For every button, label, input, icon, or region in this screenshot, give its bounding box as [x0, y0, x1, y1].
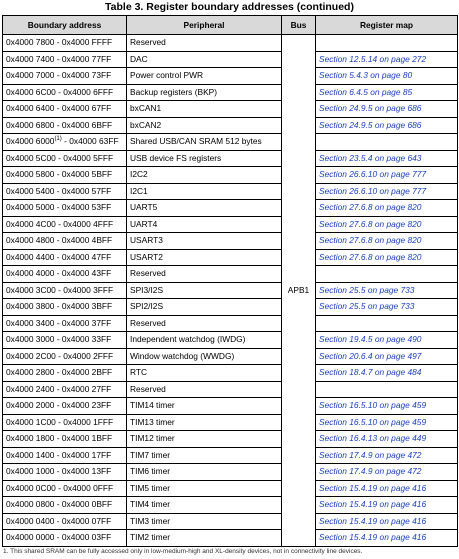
- peripheral-cell: TIM4 timer: [127, 497, 282, 514]
- register-map-link[interactable]: Section 15.4.19 on page 416: [316, 480, 458, 497]
- register-boundary-table: [2, 15, 458, 547]
- table-row: [3, 150, 458, 167]
- address-text: 0x4000 5C00 - 0x4000 5FFF: [6, 152, 114, 163]
- boundary-address-cell: [3, 150, 127, 167]
- boundary-address-cell: [3, 398, 127, 415]
- address-text: 0x4000 3C00 - 0x4000 3FFF: [6, 284, 114, 295]
- table-row: [3, 101, 458, 118]
- register-map-cell: [316, 134, 458, 151]
- address-text: 0x4000 4400 - 0x4000 47FF: [6, 251, 112, 262]
- address-text: 0x4000 4000 - 0x4000 43FF: [6, 268, 112, 278]
- header-row: [3, 16, 458, 35]
- header-register-map: Register map: [316, 16, 458, 35]
- register-map-link[interactable]: Section 6.4.5 on page 85: [316, 84, 458, 101]
- address-text: 0x4000 2C00 - 0x4000 2FFF: [6, 350, 114, 361]
- boundary-address-cell: [3, 249, 127, 266]
- peripheral-cell: Reserved: [127, 381, 282, 398]
- boundary-address-cell: [3, 513, 127, 530]
- address-text: 0x4000 1400 - 0x4000 17FF: [6, 449, 112, 460]
- footnote: 1. This shared SRAM can be fully accessed only in low-medium-high and XL-density devices, not in connectivity line devices.: [3, 548, 363, 555]
- peripheral-cell: USB device FS registers: [127, 150, 282, 167]
- register-map-link[interactable]: Section 17.4.9 on page 472: [316, 447, 458, 464]
- register-map-link[interactable]: Section 19.4.5 on page 490: [316, 332, 458, 349]
- peripheral-cell: TIM13 timer: [127, 414, 282, 431]
- table-row: [3, 431, 458, 448]
- register-map-link[interactable]: Section 24.9.5 on page 686: [316, 101, 458, 118]
- address-text: 0x4000 0000 - 0x4000 03FF: [6, 532, 112, 542]
- address-text: 0x4000 5000 - 0x4000 53FF: [6, 202, 112, 212]
- register-map-cell: [316, 35, 458, 52]
- address-end-text: - 0x4000 63FF: [61, 136, 119, 146]
- peripheral-cell: TIM3 timer: [127, 513, 282, 530]
- peripheral-cell: Reserved: [127, 266, 282, 283]
- register-map-link[interactable]: Section 27.6.8 on page 820: [316, 216, 458, 233]
- address-text: 0x4000 1800 - 0x4000 1BFF: [6, 433, 113, 443]
- peripheral-cell: SPI3/I2S: [127, 282, 282, 299]
- register-map-link[interactable]: Section 25.5 on page 733: [316, 299, 458, 316]
- table-row: [3, 332, 458, 349]
- register-map-cell: [316, 315, 458, 332]
- peripheral-cell: TIM12 timer: [127, 431, 282, 448]
- boundary-address-cell: [3, 530, 127, 547]
- table-row: [3, 497, 458, 514]
- table-row: [3, 464, 458, 481]
- peripheral-cell: RTC: [127, 365, 282, 382]
- table-row: [3, 299, 458, 316]
- register-map-link[interactable]: Section 15.4.19 on page 416: [316, 497, 458, 514]
- bus-cell: APB1: [282, 35, 316, 547]
- address-text: 0x4000 1C00 - 0x4000 1FFF: [6, 416, 114, 427]
- peripheral-cell: UART4: [127, 216, 282, 233]
- table-row: [3, 480, 458, 497]
- address-text: 0x4000 3000 - 0x4000 33FF: [6, 334, 112, 344]
- table-row: [3, 513, 458, 530]
- register-map-link[interactable]: Section 24.9.5 on page 686: [316, 117, 458, 134]
- address-text: 0x4000 6000: [6, 136, 55, 146]
- address-text: 0x4000 6800 - 0x4000 6BFF: [6, 119, 113, 130]
- register-map-link[interactable]: Section 18.4.7 on page 484: [316, 365, 458, 382]
- peripheral-cell: Shared USB/CAN SRAM 512 bytes: [127, 134, 282, 151]
- register-map-link[interactable]: Section 12.5.14 on page 272: [316, 51, 458, 68]
- header-boundary-address: Boundary address: [3, 16, 127, 35]
- boundary-address-cell: [3, 332, 127, 349]
- address-text: 0x4000 3800 - 0x4000 3BFF: [6, 301, 113, 311]
- table-row: [3, 183, 458, 200]
- table-row: [3, 216, 458, 233]
- peripheral-cell: USART3: [127, 233, 282, 250]
- register-map-link[interactable]: Section 5.4.3 on page 80: [316, 68, 458, 85]
- register-map-link[interactable]: Section 26.6.10 on page 777: [316, 167, 458, 184]
- footnote-marker: (1): [54, 136, 62, 143]
- boundary-address-cell: [3, 365, 127, 382]
- peripheral-cell: Backup registers (BKP): [127, 84, 282, 101]
- register-map-link[interactable]: Section 16.5.10 on page 459: [316, 414, 458, 431]
- boundary-address-cell: [3, 200, 127, 217]
- header-bus: Bus: [282, 16, 316, 35]
- address-text: 0x4000 7800 - 0x4000 FFFF: [6, 37, 113, 47]
- table-row: [3, 84, 458, 101]
- boundary-address-cell: [3, 282, 127, 299]
- table-row: [3, 530, 458, 547]
- peripheral-cell: TIM14 timer: [127, 398, 282, 415]
- table-row: [3, 365, 458, 382]
- peripheral-cell: bxCAN2: [127, 117, 282, 134]
- table-row: [3, 117, 458, 134]
- address-text: 0x4000 5400 - 0x4000 57FF: [6, 185, 112, 196]
- register-map-link[interactable]: Section 20.6.4 on page 497: [316, 348, 458, 365]
- boundary-address-cell: [3, 381, 127, 398]
- peripheral-cell: TIM5 timer: [127, 480, 282, 497]
- peripheral-cell: TIM7 timer: [127, 447, 282, 464]
- table-row: [3, 51, 458, 68]
- register-map-link[interactable]: Section 16.4.13 on page 449: [316, 431, 458, 448]
- boundary-address-cell: [3, 464, 127, 481]
- peripheral-cell: UART5: [127, 200, 282, 217]
- boundary-address-cell: [3, 84, 127, 101]
- table-row: [3, 381, 458, 398]
- boundary-address-cell: [3, 51, 127, 68]
- peripheral-cell: Window watchdog (WWDG): [127, 348, 282, 365]
- peripheral-cell: SPI2/I2S: [127, 299, 282, 316]
- boundary-address-cell: [3, 299, 127, 316]
- table-row: [3, 249, 458, 266]
- peripheral-cell: DAC: [127, 51, 282, 68]
- register-map-cell: [316, 266, 458, 283]
- boundary-address-cell: [3, 414, 127, 431]
- peripheral-cell: TIM2 timer: [127, 530, 282, 547]
- register-map-cell: [316, 381, 458, 398]
- peripheral-cell: USART2: [127, 249, 282, 266]
- header-peripheral: Peripheral: [127, 16, 282, 35]
- address-text: 0x4000 2400 - 0x4000 27FF: [6, 383, 112, 394]
- boundary-address-cell: [3, 134, 127, 151]
- address-text: 0x4000 1000 - 0x4000 13FF: [6, 466, 112, 476]
- register-map-link[interactable]: Section 17.4.9 on page 472: [316, 464, 458, 481]
- register-map-link[interactable]: Section 15.4.19 on page 416: [316, 513, 458, 530]
- boundary-address-cell: [3, 35, 127, 52]
- boundary-address-cell: [3, 117, 127, 134]
- boundary-address-cell: [3, 101, 127, 118]
- boundary-address-cell: [3, 348, 127, 365]
- register-map-link[interactable]: Section 15.4.19 on page 416: [316, 530, 458, 547]
- register-map-link[interactable]: Section 27.6.8 on page 820: [316, 249, 458, 266]
- boundary-address-cell: [3, 447, 127, 464]
- peripheral-cell: I2C1: [127, 183, 282, 200]
- peripheral-cell: Reserved: [127, 35, 282, 52]
- table-row: [3, 200, 458, 217]
- register-map-link[interactable]: Section 16.5.10 on page 459: [316, 398, 458, 415]
- register-map-link[interactable]: Section 27.6.8 on page 820: [316, 200, 458, 217]
- table-row: [3, 167, 458, 184]
- peripheral-cell: Independent watchdog (IWDG): [127, 332, 282, 349]
- table-row: [3, 35, 458, 52]
- table-row: [3, 233, 458, 250]
- address-text: 0x4000 3400 - 0x4000 37FF: [6, 317, 112, 328]
- boundary-address-cell: [3, 480, 127, 497]
- table-row: [3, 68, 458, 85]
- table-row: [3, 134, 458, 151]
- boundary-address-cell: [3, 497, 127, 514]
- peripheral-cell: Power control PWR: [127, 68, 282, 85]
- register-map-link[interactable]: Section 27.6.8 on page 820: [316, 233, 458, 250]
- boundary-address-cell: [3, 233, 127, 250]
- address-text: 0x4000 0400 - 0x4000 07FF: [6, 515, 112, 526]
- address-text: 0x4000 2800 - 0x4000 2BFF: [6, 367, 113, 377]
- peripheral-cell: TIM6 timer: [127, 464, 282, 481]
- table-caption: Table 3. Register boundary addresses (continued): [105, 1, 354, 13]
- table-body: [3, 35, 458, 547]
- table-row: [3, 315, 458, 332]
- boundary-address-cell: [3, 68, 127, 85]
- boundary-address-cell: [3, 167, 127, 184]
- boundary-address-cell: [3, 216, 127, 233]
- address-text: 0x4000 4800 - 0x4000 4BFF: [6, 235, 113, 245]
- table-row: [3, 282, 458, 299]
- boundary-address-cell: [3, 315, 127, 332]
- address-text: 0x4000 0C00 - 0x4000 0FFF: [6, 482, 114, 493]
- peripheral-cell: bxCAN1: [127, 101, 282, 118]
- register-map-link[interactable]: Section 26.6.10 on page 777: [316, 183, 458, 200]
- boundary-address-cell: [3, 431, 127, 448]
- table-row: [3, 398, 458, 415]
- address-text: 0x4000 6C00 - 0x4000 6FFF: [6, 86, 114, 97]
- table-row: [3, 266, 458, 283]
- register-map-link[interactable]: Section 25.5 on page 733: [316, 282, 458, 299]
- table-row: [3, 348, 458, 365]
- address-text: 0x4000 5800 - 0x4000 5BFF: [6, 169, 113, 179]
- address-text: 0x4000 4C00 - 0x4000 4FFF: [6, 218, 114, 229]
- register-map-link[interactable]: Section 23.5.4 on page 643: [316, 150, 458, 167]
- table-row: [3, 414, 458, 431]
- boundary-address-cell: [3, 183, 127, 200]
- address-text: 0x4000 7000 - 0x4000 73FF: [6, 70, 112, 80]
- address-text: 0x4000 6400 - 0x4000 67FF: [6, 103, 112, 113]
- peripheral-cell: Reserved: [127, 315, 282, 332]
- address-text: 0x4000 0800 - 0x4000 0BFF: [6, 499, 113, 509]
- table-row: [3, 447, 458, 464]
- address-text: 0x4000 2000 - 0x4000 23FF: [6, 400, 112, 410]
- address-text: 0x4000 7400 - 0x4000 77FF: [6, 53, 112, 64]
- peripheral-cell: I2C2: [127, 167, 282, 184]
- boundary-address-cell: [3, 266, 127, 283]
